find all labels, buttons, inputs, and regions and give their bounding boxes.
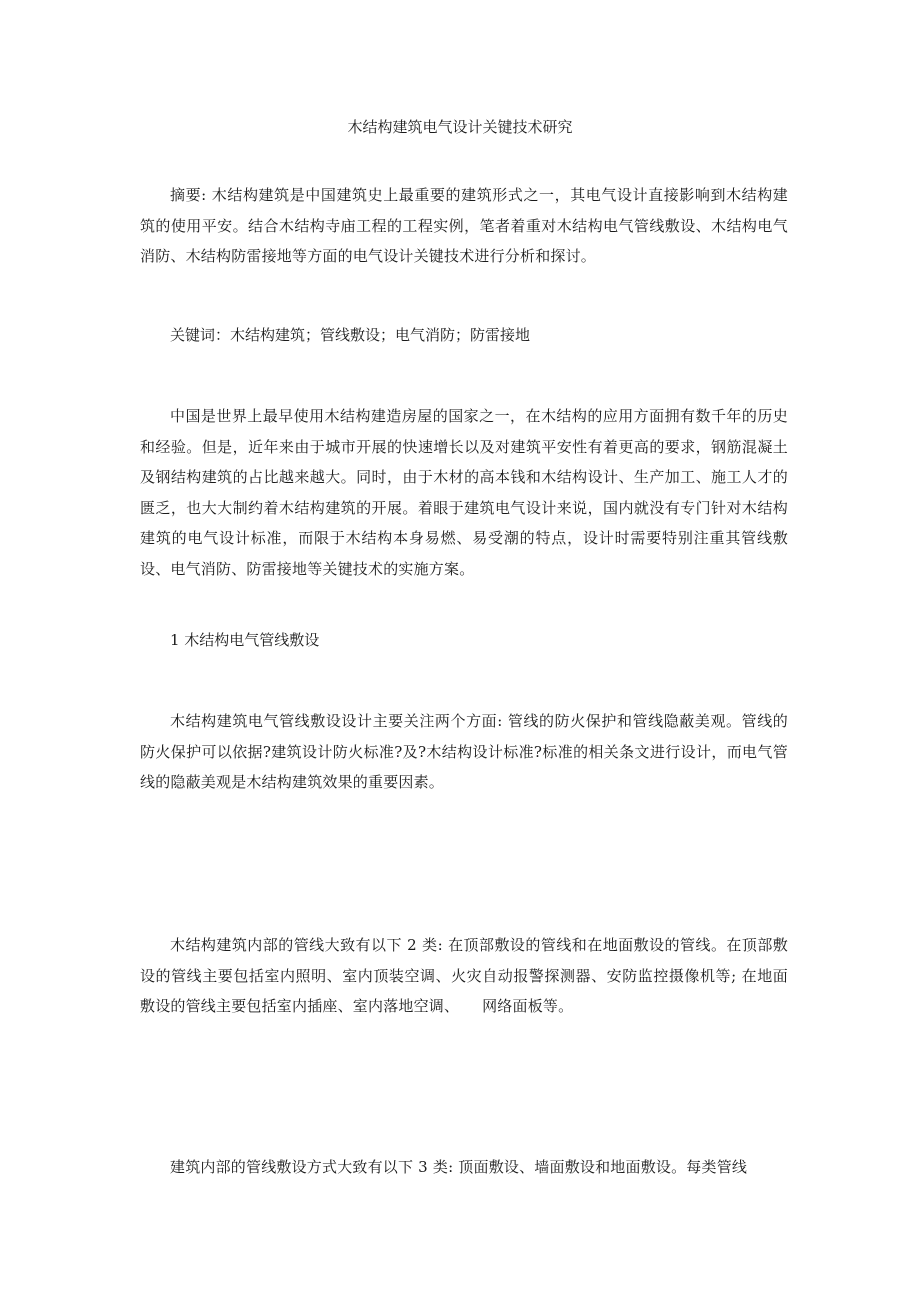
document-title: 木结构建筑电气设计关键技术研究: [347, 118, 573, 136]
section-1-paragraph-2: 木结构建筑内部的管线大致有以下 2 类: 在顶部敷设的管线和在地面敷设的管线。在顶部敷设的管线主要包括室内照明、室内顶装空调、火灾自动报警探测器、安防监控摄像机等; 在地面敷设的管线主要包括室内插座、室内落地空调、 网络面板等。: [140, 936, 788, 1015]
section-1-paragraph-3: 建筑内部的管线敷设方式大致有以下 3 类: 顶面敷设、墙面敷设和地面敷设。每类管线: [170, 1158, 748, 1176]
section-1-paragraph-1: 木结构建筑电气管线敷设设计主要关注两个方面: 管线的防火保护和管线隐蔽美观。管线的防火保护可以依据?建筑设计防火标准?及?木结构设计标准?标准的相关条文进行设计，而电气管线的隐蔽美观是木结构建筑效果的重要因素。: [140, 712, 788, 791]
section-1-heading: 1 木结构电气管线敷设: [170, 631, 320, 649]
intro-paragraph: 中国是世界上最早使用木结构建造房屋的国家之一，在木结构的应用方面拥有数千年的历史和经验。但是，近年来由于城市开展的快速增长以及对建筑平安性有着更高的要求，钢筋混凝土及钢结构建筑的占比越来越大。同时，由于木材的高本钱和木结构设计、生产加工、施工人才的匮乏，也大大制约着木结构建筑的开展。着眼于建筑电气设计来说，国内就没有专门针对木结构建筑的电气设计标准，而限于木结构本身易燃、易受潮的特点，设计时需要特别注重其管线敷设、电气消防、防雷接地等关键技术的实施方案。: [140, 407, 788, 578]
abstract-paragraph: 摘要: 木结构建筑是中国建筑史上最重要的建筑形式之一，其电气设计直接影响到木结构建筑的使用平安。结合木结构寺庙工程的工程实例，笔者着重对木结构电气管线敷设、木结构电气消防、木结构防雷接地等方面的电气设计关键技术进行分析和探讨。: [140, 186, 788, 265]
keywords-line: 关键词：木结构建筑；管线敷设；电气消防；防雷接地: [170, 326, 531, 344]
